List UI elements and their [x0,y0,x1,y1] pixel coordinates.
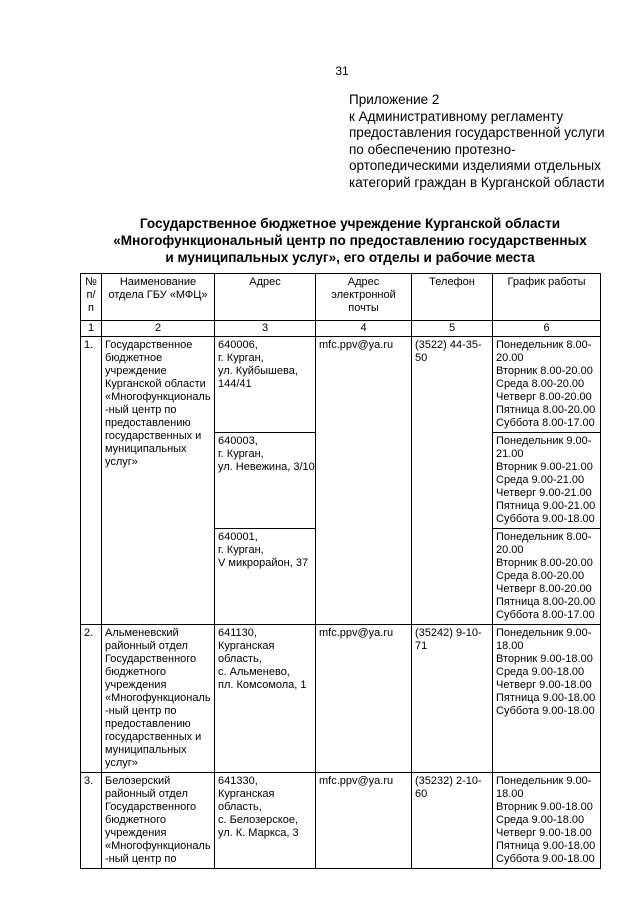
column-number: 4 [316,321,412,337]
mfc-offices-table [80,273,601,869]
schedule: Понедельник 8.00- 20.00 Вторник 8.00-20.00 Среда 8.00-20.00 Четверг 8.00-20.00 Пятница 8.00-20.00 Суббота 8.00-17.00 [493,529,601,625]
table-row [81,337,601,433]
appendix-line: ортопедическими изделиями отдельных [349,158,601,173]
header-schedule: График работы [493,274,601,321]
appendix-header [349,92,629,191]
title-line: и муниципальных услуг», его отделы и рабочие места [165,250,535,265]
department-name: Альменевский районный отдел Государственного бюджетного учреждения «Многофункциональ -ный центр по предоставлению государственных и муниципальных услуг» [102,625,215,773]
schedule: Понедельник 8.00- 20.00 Вторник 8.00-20.00 Среда 8.00-20.00 Четверг 8.00-20.00 Пятница 8.00-20.00 Суббота 8.00-17.00 [493,337,601,433]
schedule: Понедельник 9.00- 18.00 Вторник 9.00-18.00 Среда 9.00-18.00 Четверг 9.00-18.00 Пятница 9.00-18.00 Суббота 9.00-18.00 [493,773,601,869]
title-line: «Многофункциональный центр по предоставлению государственных [113,233,587,248]
column-number: 5 [412,321,493,337]
appendix-line: к Административному регламенту [349,108,564,124]
column-number-row [81,321,601,337]
column-number: 6 [493,321,601,337]
header-address: Адрес [215,274,316,321]
department-name: Государственное бюджетное учреждение Курганской области «Многофункциональ -ный центр по предоставлению государственных и муниципальных услуг» [102,337,215,625]
title-line: Государственное бюджетное учреждение Курганской области [139,216,561,231]
row-number: 2. [81,625,102,773]
column-number: 1 [81,321,102,337]
address: 640006, г. Курган, ул. Куйбышева, 144/41 [215,337,316,433]
table-header-row [81,274,601,321]
row-number: 3. [81,773,102,869]
schedule: Понедельник 9.00- 21.00 Вторник 9.00-21.00 Среда 9.00-21.00 Четверг 9.00-21.00 Пятница 9.00-21.00 Суббота 9.00-18.00 [493,433,601,529]
header-email: Адрес электронной почты [316,274,412,321]
column-number: 2 [102,321,215,337]
address: 641130, Курганская область, с. Альменево, пл. Комсомола, 1 [215,625,316,773]
schedule: Понедельник 9.00- 18.00 Вторник 9.00-18.00 Среда 9.00-18.00 Четверг 9.00-18.00 Пятница 9.00-18.00 Суббота 9.00-18.00 [493,625,601,773]
column-number: 3 [215,321,316,337]
header-number: № п/п [81,274,102,321]
phone: (3522) 44-35- 50 [412,337,493,625]
appendix-line: по обеспечению протезно- [349,141,516,157]
email: mfc.ppv@ya.ru [316,625,412,773]
document-title [80,215,620,266]
phone: (35242) 9-10- 71 [412,625,493,773]
address: 641330, Курганская область, с. Белозерское, ул. К. Маркса, 3 [215,773,316,869]
appendix-line: предоставления государственной услуги [349,125,605,140]
email: mfc.ppv@ya.ru [316,773,412,869]
header-phone: Телефон [412,274,493,321]
row-number: 1. [81,337,102,625]
address: 640001, г. Курган, V микрорайон, 37 [215,529,316,625]
page-number: 31 [335,64,349,78]
phone: (35232) 2-10- 60 [412,773,493,869]
table-row [81,773,601,869]
table-row [81,625,601,773]
header-department-name: Наименование отдела ГБУ «МФЦ» [102,274,215,321]
appendix-line: категорий граждан в Курганской области [349,174,605,190]
department-name: Белозерский районный отдел Государственного бюджетного учреждения «Многофункциональ -ный центр по [102,773,215,869]
email: mfc.ppv@ya.ru [316,337,412,625]
appendix-line: Приложение 2 [349,92,440,107]
address: 640003, г. Курган, ул. Невежина, 3/10 [215,433,316,529]
